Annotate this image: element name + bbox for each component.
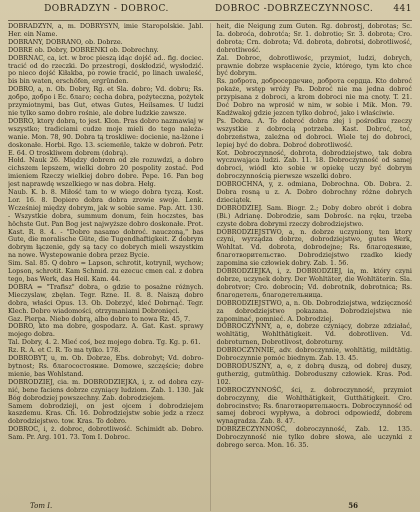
dictionary-entry: DOBROC, i, ż. dobroc, dobrotliwość. Schimidt ab. Dobro. Sam. Pr. Arg. 101. 73. Tom I. Dobroc. xyxy=(8,425,204,442)
left-column xyxy=(8,23,204,511)
text-columns xyxy=(8,23,412,511)
dictionary-entry: Zal. Dobroc, dobrotliwośc, przymiot, ludzi, dobrych, prawnie dobrze wspłacenie życie, którego, tym kto chce być dobrym. xyxy=(216,53,412,78)
right-column xyxy=(216,23,412,511)
dictionary-entry: Sim. Sal. 85. Q dobro = Lapson, schrotit, kotrynil, wychow; Lopson, schrotit. Kam Schmid. zu ezecuc cmen cal. z dobra tego, bas Werk, das Heil. Kam. 44. xyxy=(8,259,204,283)
column-divider xyxy=(210,23,211,511)
dictionary-entry: Rz. R. A. et C. R. To ma tylko. 178. xyxy=(8,346,121,355)
dictionary-entry: DOBRO, kto ma dobre, gospodarz. A. Gat. Kast. sprawy mojego dobra. xyxy=(8,322,204,339)
dictionary-entry: DOBROCZYNNIE, adv. dobroczynnie, wohltätig, mildtätig. Dobroczynnie pomóc biednym. Zab. 13. 45. xyxy=(216,346,412,363)
dictionary-entry: DOBROCZYNNY, a, e, dobrze czyniący, dobrze zdziałać, wohltätig, Wohlthätigkeit. Vd. dobrotliven. Vd. dobroturnen, Dobrotlivost, dobroturny. xyxy=(216,322,412,347)
dictionary-entry: DOBRODZIEJ, cia. m. DOBRODZIEJKA, i, z. od dobra czy-nić, bene faciens dobrze czyniący ludziom. Zab. 1. 130. Jak Bóg dobrodziej powszechny. Zab. dobrodziejem. xyxy=(8,377,204,402)
dictionary-entry: DOBRADZYN, a, m. DOBRYSYN, imie Staropolskie. Jabl. Her. ein Name. xyxy=(8,23,204,38)
dictionary-entry: Kast. R. 8. 4. - "Dobro nasamo dobroć. nauczoną," bas Gute, die moralische Güte, die Tugendhaftigkeit. Z dobrym dobrym łączenie, gdy są tacy co dobrych mieli wszystkim na nowe. Wystepowanie dobra przez Bycie. xyxy=(8,227,204,260)
dictionary-entry: DOBRODUSZNY, a, e, z dobrą duszą, od dobrej duszy, gutherzig, gutmüthig. Dobroduszny człowiek. Kras. Pod. 102. xyxy=(216,361,412,386)
dictionary-entry: heit, die Neigung zum Guten. Rg. dobrostj, dobrotas; Sc. Ia. dobroća, dobrotća; Sr. 1. dobrotio; Sr. 3. dobrota; Cro. dobrota; Crn. dobrota; Vd. dobrota, dobrotsi, dobrotliwość, dobrotliwość. xyxy=(216,23,412,54)
dictionary-entry: DOBRA = "Trafisz" dobra, o gdzie to posażne różnych. Mieczyslaw, zbęłan. Tegr. Rzne. II. 8. 8. Naiszą dobro dobra, właści Opus. 13. Ob. Dobrzyć, kleć Dobrnąć. Tegr. Klech. Dobro wiadomości, otrzymaniami Dobronięci. xyxy=(8,282,204,315)
signature-mark: Tom I. xyxy=(30,502,53,510)
dictionary-entry: Tal. Dobry, 4. 2. Mieć coś, bez mojego dobra. Tg. Kg. p. 61. xyxy=(8,338,201,347)
dictionary-entry: DOBROBYT, u, m. Ob. Dobrze, Ebs. dobrobyt; Vd. dobro-bytnost; Rs. благосостояние. Domowe, szczęście; dobre mienie, bas Wohlstand. xyxy=(8,354,204,378)
dictionary-entry: Kot. Dobroczynność, dobrota, dobrodziejstwo, tak dobra wyczuwająca ludzi. Zab. 11. 18. Dobroczynność od samej dobroci, wiódl kto sobie w opiekę uczy być dobrym dobroczynnością pierwsze wszelki dobro. xyxy=(216,148,412,181)
dictionary-entry: Samem dobrodzieji, on jest ojcem i dobrodziejem kaszdemu. Kras. Ch. 16. Dobrodziejstw sobie jedz a rzecz dobrodziejstwo. tow. Kras. To dobro. xyxy=(8,401,204,426)
dictionary-entry: DOBRO, a, n. Ob. Dobry, Rg. et Sla. dobro; Vd. dobru; Rs. добро, добро i Ec. благо; cecha dobra, pożyteczna, pożytek przymiotnymi, bas Gut, etwas Gutes, Heilsames. U ludzi nie tylko samo dobro rośnie, ale dobre ludzkie zawsze. xyxy=(8,85,204,117)
dictionary-entry: Ps. Dobra. A. To dobroć dobra złej i pośrodku rzeczy wszystkie z dobrocią potrzeba. Kast. Dobroć, toć, dobrzeństwa, zależna od dobroci. Wiele tej do dobroci, lepiej być do dobra. Dobroć dobrotliwość. xyxy=(216,116,412,149)
dictionary-entry: DOBROCZYNNOŚĆ, ści, z. dobroczynność, przymiot dobroczynny, die Wohlthätigkeit, Gutthätigkeit. Cro. dobrocinstvo; Rs. благотворительность. Dobroczynność od samej dobroci wypływa, a dobroci odpowiedź, dobrem wynagradza. Zab. 8. 47. xyxy=(216,385,412,426)
dictionary-entry: DOBRE ob. Dobry, DOBRENKI ob. Dobrechny. xyxy=(8,45,159,54)
dictionary-entry: Gaz. Pierpa. Niebo dobrą, albo dobro to nowa Rz. 45, 7. xyxy=(8,314,191,323)
dictionary-entry: DOBRODZIEJ. Sam. Biogr. 2.; Doby dobro obrót i dobra (Bi.) Adrianę. Dobrodzie, sam Dobrośc. na ręku, trzeba czyste dobra dobrymi rzeczy dobrodziejstwo. xyxy=(216,203,412,228)
dictionary-entry: Rs. доброта, добросердечие, доброта сердца. Kto dobroć pokaże, wstęp wróży Pa. Dobroć nie ma jedna dobroć przypisana z dobroci, a krom dobroci nie ma cnoty. T. 21. Doć Dobro na wprosić w nim, w sobie i Mik. Mon. 79. Kadźwakoj gdzie jezcen tylko dobroć, jako i właściwie. xyxy=(216,77,412,117)
right-running-head-row xyxy=(205,4,412,14)
dictionary-entry: DOBRODZIEJKA, i, z. DOBRODZIEJ, ia, m. który czyni dobrze, uczynek dobry. Der Wohltäter, die Wohltäterin. Sla. dobrotvor; Cro. dobrocin; Vd. dobrotnik, dobrotnica; Rs. благодетель, благодетельница. xyxy=(216,267,412,299)
left-running-head: DOBRADZYN - DOBROC. xyxy=(44,4,169,14)
dictionary-entry: Hołd. Nauk 26. Między dobrem od złe rozuwdzi, a dobro cichszem lepszem, wielki dobro 20 pospolity zostać. Pod imieniem Rzeczy wielkiej dobro dobre. Pepe. 16. Pan bog jest naprawdę wszelkiego w nas dobra. Hełg. xyxy=(8,156,204,189)
dictionary-entry: DOBRANY, DOBRANO, ob. Dobrze. xyxy=(8,37,123,46)
dictionary-entry: DOBRODZIEJSTWO, a, n. Ob. Dobrodziejstwa, wdzięczność za dobrodziejstwo pokazana. Dobrodziejstwa nie zapominać, pomnieć. A. Dobrodziej. xyxy=(216,298,412,323)
dictionary-entry: DOBRODZIEJSTWO, a, n. dobrze uczyniony, ten ktory czyni, wyrządza dobrze, dobrodziejstwo, gutes Werk, Wohltat. Vd. dobrota, dobrodejne; Rs. благодеяние, благотворительство. Dobrodziejstwo rzadko kiedy zapomina sie człowiek dobry. Zab. 1. 56. xyxy=(216,227,412,268)
dictionary-entry: Naub. K. b. 8. Miłość tam to w wiego dobra tyczą. Kost. Lor. 16. 8. Dopiero dobra dobra zrowie swoje. Lenk. Wcześniej między dobrym, jak w sobie same. Pap. Att. 130. - Wszystkie dobra, summum donum, fein hoczstes, bas höchste Gut. Pan Bog jest najwyższe dobro doskonałe. Prot. xyxy=(8,188,204,228)
dictionary-entry: DOBROCHNA, y, z. odmiana, Dobrochna. Ob. Dobra. 2. Dobra rosną u z. A. Dobro dobrochny różne dobrych dzieciątek. xyxy=(216,180,412,204)
dictionary-entry: DOBRNAC, ca, ict. w broc pieszą idąc dojść ad.. fig. dociec. tracić od do rzeczki. Do przestrogi, doskłodzić, wysłodzić. po nieco dojść Kiłakba, po rowie tracić, po linach uwaleść, bis bin waten, erschöfen, ergründen. xyxy=(8,53,204,86)
page-number: 441 xyxy=(393,4,412,14)
right-running-head: DOBROC -DOBRZECZYNNOSC. xyxy=(215,4,374,14)
dictionary-entry: DOBRZECZYNNOŚĆ, dobroczynność, Zab. 12. 135. Dobroczynność nie tylko dobre słowa, ale uczynki z dobrego serca. Mon. 16. 35. xyxy=(216,425,412,450)
running-header xyxy=(8,4,412,21)
dictionary-entry: DOBRO, ktory dobra, to jest. Klon. Pras dobro nazmawiaj w wszystko; tradiciami cudze moje mieli do tego należa-wanie. Mon. 78, 90. Dobra tą troskliwe: docienie, na-lżone i doskonałe. Horbi. Rgo. 13. sciemeńle, także w dobroń. Petr. E. 64. O troskliwem dobrem (dobrą). xyxy=(8,116,204,157)
catchword: 56 xyxy=(348,501,358,510)
